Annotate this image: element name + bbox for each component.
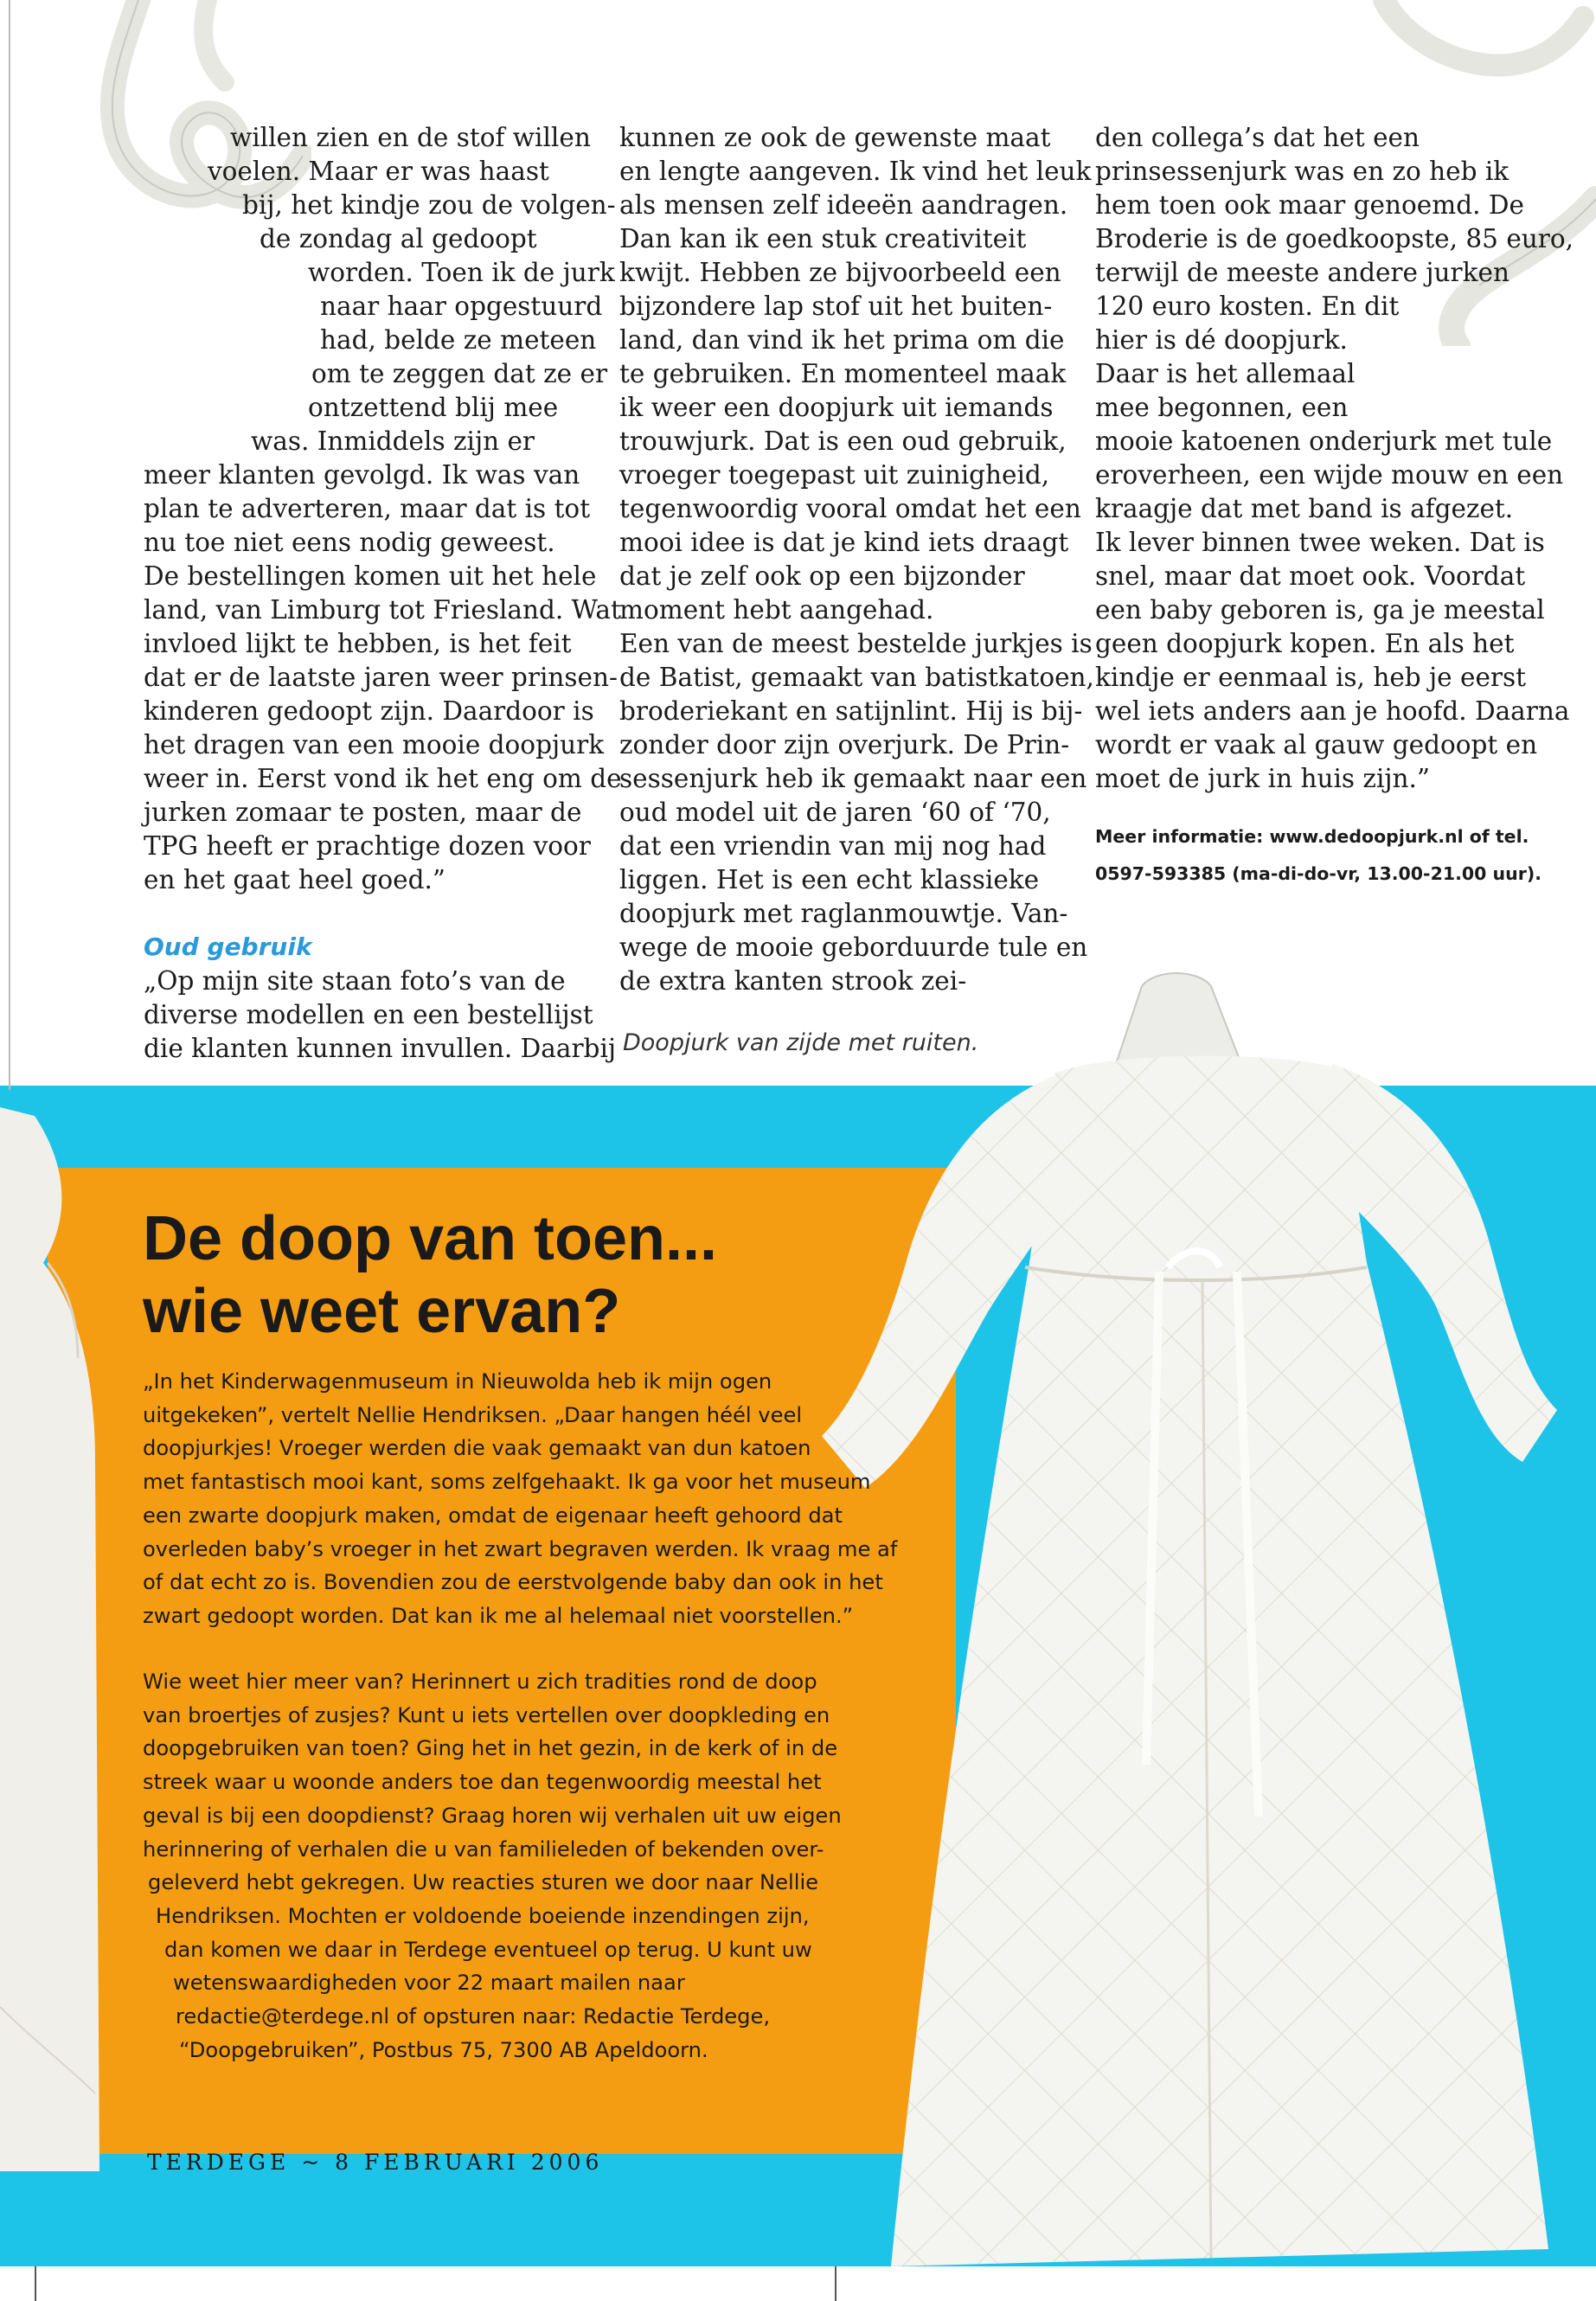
text-line: tegenwoordig vooral omdat het een <box>619 494 1081 523</box>
text-line: „In het Kinderwagenmuseum in Nieuwolda heb ik mijn ogen <box>143 1369 772 1394</box>
text-line: streek waar u woonde anders toe dan tegenwoordig meestal het <box>143 1770 822 1795</box>
text-line: het dragen van een mooie doopjurk <box>144 730 605 760</box>
text-line: een zwarte doopjurk maken, omdat de eigenaar heeft gehoord dat <box>143 1503 843 1528</box>
text-line: 120 euro kosten. En dit <box>1095 292 1400 321</box>
text-line: land, dan vind ik het prima om die <box>619 325 1065 355</box>
text-line: van broertjes of zusjes? Kunt u iets vertellen over doopkleding en <box>143 1702 830 1727</box>
text-line: doopjurkjes! Vroeger werden die vaak gemaakt van dun katoen <box>143 1436 811 1461</box>
text-line: sessenjurk heb ik gemaakt naar een <box>619 764 1087 793</box>
crop-mark <box>835 2266 836 2301</box>
text-line: moet de jurk in huis zijn.” <box>1095 764 1430 793</box>
text-line: kunnen ze ook de gewenste maat <box>619 123 1051 152</box>
text-line: geval is bij een doopdienst? Graag horen wij verhalen uit uw eigen <box>143 1803 842 1828</box>
text-line: trouwjurk. Dat is een oud gebruik, <box>619 426 1067 456</box>
text-line: liggen. Het is een echt klassieke <box>619 865 1040 894</box>
text-line: TPG heeft er prachtige dozen voor <box>144 831 591 861</box>
text-line: weer in. Eerst vond ik het eng om de <box>144 764 622 793</box>
text-line: oud model uit de jaren ‘60 of ‘70, <box>619 798 1051 827</box>
text-line: den collega’s dat het een <box>1095 123 1420 152</box>
text-line: dat er de laatste jaren weer prinsen- <box>144 663 618 692</box>
text-line: en lengte aangeven. Ik vind het leuk <box>619 157 1092 186</box>
text-line: wel iets anders aan je hoofd. Daarna <box>1095 696 1570 726</box>
text-line: redactie@terdege.nl of opsturen naar: Redactie Terdege, <box>176 2004 771 2029</box>
text-line: om te zeggen dat ze er <box>311 359 608 388</box>
text-line: als mensen zelf ideeën aandragen. <box>619 190 1068 220</box>
text-line: jurken zomaar te posten, maar de <box>144 798 582 827</box>
text-line: kindje er eenmaal is, heb je eerst <box>1095 663 1527 692</box>
subheading: Oud gebruik <box>144 933 312 961</box>
text-line: overleden baby’s vroeger in het zwart begraven werden. Ik vraag me af <box>143 1536 898 1561</box>
text-line: invloed lijkt te hebben, is het feit <box>144 629 572 658</box>
text-line: die klanten kunnen invullen. Daarbij <box>144 1034 617 1063</box>
text-line: Hendriksen. Mochten er voldoende boeiende inzendingen zijn, <box>156 1903 810 1928</box>
text-line: Daar is het allemaal <box>1095 359 1356 388</box>
text-line: snel, maar dat moet ook. Voordat <box>1095 561 1526 591</box>
text-line: dat je zelf ook op een bijzonder <box>619 561 1025 591</box>
text-line: of dat echt zo is. Bovendien zou de eerstvolgende baby dan ook in het <box>143 1570 883 1595</box>
box-paragraph-2 <box>143 1665 842 2067</box>
headline-line: wie weet ervan? <box>143 1277 621 1346</box>
text-line: geleverd hebt gekregen. Uw reacties sturen we door naar Nellie <box>148 1870 819 1895</box>
text-line: plan te adverteren, maar dat is tot <box>144 494 591 523</box>
text-line: was. Inmiddels zijn er <box>251 426 535 456</box>
text-line: land, van Limburg tot Friesland. Wat <box>144 595 621 625</box>
box-headline <box>143 1202 717 1348</box>
text-line: bijzondere lap stof uit het buiten- <box>619 292 1053 321</box>
crop-mark <box>35 2266 36 2301</box>
text-line: kraagje dat met band is afgezet. <box>1095 494 1514 523</box>
photo-caption: Doopjurk van zijde met ruiten. <box>623 1029 979 1056</box>
text-line: herinnering of verhalen die u van familieleden of bekenden over- <box>143 1836 824 1862</box>
text-line: eroverheen, een wijde mouw en een <box>1095 460 1564 490</box>
text-line: Dan kan ik een stuk creativiteit <box>619 224 1027 253</box>
article-column-3 <box>1095 121 1574 893</box>
text-line: dat een vriendin van mij nog had <box>619 831 1047 861</box>
text-line: willen zien en de stof willen <box>230 123 591 152</box>
text-line: prinsessenjurk was en zo heb ik <box>1095 157 1509 186</box>
text-line: meer klanten gevolgd. Ik was van <box>144 460 580 490</box>
text-line: doopjurk met raglanmouwtje. Van- <box>619 899 1068 928</box>
text-line: mooi idee is dat je kind iets draagt <box>619 528 1069 557</box>
info-line: 0597-593385 (ma-di-do-vr, 13.00-21.00 uur). <box>1095 863 1542 884</box>
text-line: Een van de meest bestelde jurkjes is <box>619 629 1093 658</box>
text-line: vroeger toegepast uit zuinigheid, <box>619 460 1050 490</box>
text-line: bij, het kindje zou de volgen- <box>242 190 616 220</box>
text-line: mooie katoenen onderjurk met tule <box>1095 426 1553 456</box>
text-line: “Doopgebruiken”, Postbus 75, 7300 AB Apeldoorn. <box>179 2037 708 2062</box>
text-line: wordt er vaak al gauw gedoopt en <box>1095 730 1538 760</box>
info-line: Meer informatie: www.dedoopjurk.nl of tel. <box>1095 826 1529 847</box>
text-line: met fantastisch mooi kant, soms zelfgehaakt. Ik ga voor het museum <box>143 1470 871 1495</box>
text-line: wetenswaardigheden voor 22 maart mailen naar <box>173 1971 685 1996</box>
christening-gown-photo-left <box>0 1099 130 2171</box>
article-column-1 <box>144 121 622 1066</box>
text-line: Broderie is de goedkoopste, 85 euro, <box>1095 224 1574 253</box>
text-line: dan komen we daar in Terdege eventueel op terug. U kunt uw <box>164 1937 812 1962</box>
text-line: geen doopjurk kopen. En als het <box>1095 629 1515 658</box>
text-line: doopgebruiken van toen? Ging het in het gezin, in de kerk of in de <box>143 1736 838 1761</box>
text-line: nu toe niet eens nodig geweest. <box>144 528 555 557</box>
text-line: wege de mooie geborduurde tule en <box>619 933 1088 962</box>
text-line: mee begonnen, een <box>1095 393 1349 422</box>
text-line: ontzettend blij mee <box>308 393 559 422</box>
text-line: kinderen gedoopt zijn. Daardoor is <box>144 696 594 726</box>
text-line: Ik lever binnen twee weken. Dat is <box>1095 528 1545 557</box>
text-line: worden. Toen ik de jurk <box>308 258 615 287</box>
text-line: „Op mijn site staan foto’s van de <box>144 966 566 996</box>
text-line: te gebruiken. En momenteel maak <box>619 359 1067 388</box>
text-line: hem toen ook maar genoemd. De <box>1095 190 1524 220</box>
text-line: Wie weet hier meer van? Herinnert u zich tradities rond de doop <box>143 1670 817 1694</box>
contact-info <box>1095 818 1562 893</box>
text-line: en het gaat heel goed.” <box>144 865 445 894</box>
article-column-2 <box>619 121 1094 998</box>
text-line: voelen. Maar er was haast <box>208 157 549 186</box>
page-footer: TERDEGE ~ 8 FEBRUARI 2006 <box>147 2150 604 2175</box>
text-line: kwijt. Hebben ze bijvoorbeeld een <box>619 258 1061 287</box>
text-line: ik weer een doopjurk uit iemands <box>619 393 1054 422</box>
headline-line: De doop van toen... <box>143 1204 718 1273</box>
text-line: terwijl de meeste andere jurken <box>1095 258 1509 287</box>
text-line: broderiekant en satijnlint. Hij is bij- <box>619 696 1083 726</box>
text-line: moment hebt aangehad. <box>619 595 934 625</box>
christening-gown-photo <box>804 969 1596 2301</box>
box-paragraph-1 <box>143 1365 897 1633</box>
text-line: had, belde ze meteen <box>320 325 597 355</box>
text-line: diverse modellen en een bestellijst <box>144 1000 593 1029</box>
text-line: de extra kanten strook zei- <box>619 966 967 996</box>
text-line: een baby geboren is, ga je meestal <box>1095 595 1545 625</box>
text-line: hier is dé doopjurk. <box>1095 325 1348 355</box>
text-line: naar haar opgestuurd <box>320 292 603 321</box>
text-line: de zondag al gedoopt <box>260 224 537 253</box>
text-line: zwart gedoopt worden. Dat kan ik me al helemaal niet voorstellen.” <box>143 1603 854 1628</box>
text-line: de Batist, gemaakt van batistkatoen, <box>619 663 1094 692</box>
text-line: uitgekeken”, vertelt Nellie Hendriksen. „Daar hangen héél veel <box>143 1402 803 1427</box>
crop-mark <box>9 0 10 1090</box>
text-line: De bestellingen komen uit het hele <box>144 561 597 591</box>
text-line: zonder door zijn overjurk. De Prin- <box>619 730 1070 760</box>
